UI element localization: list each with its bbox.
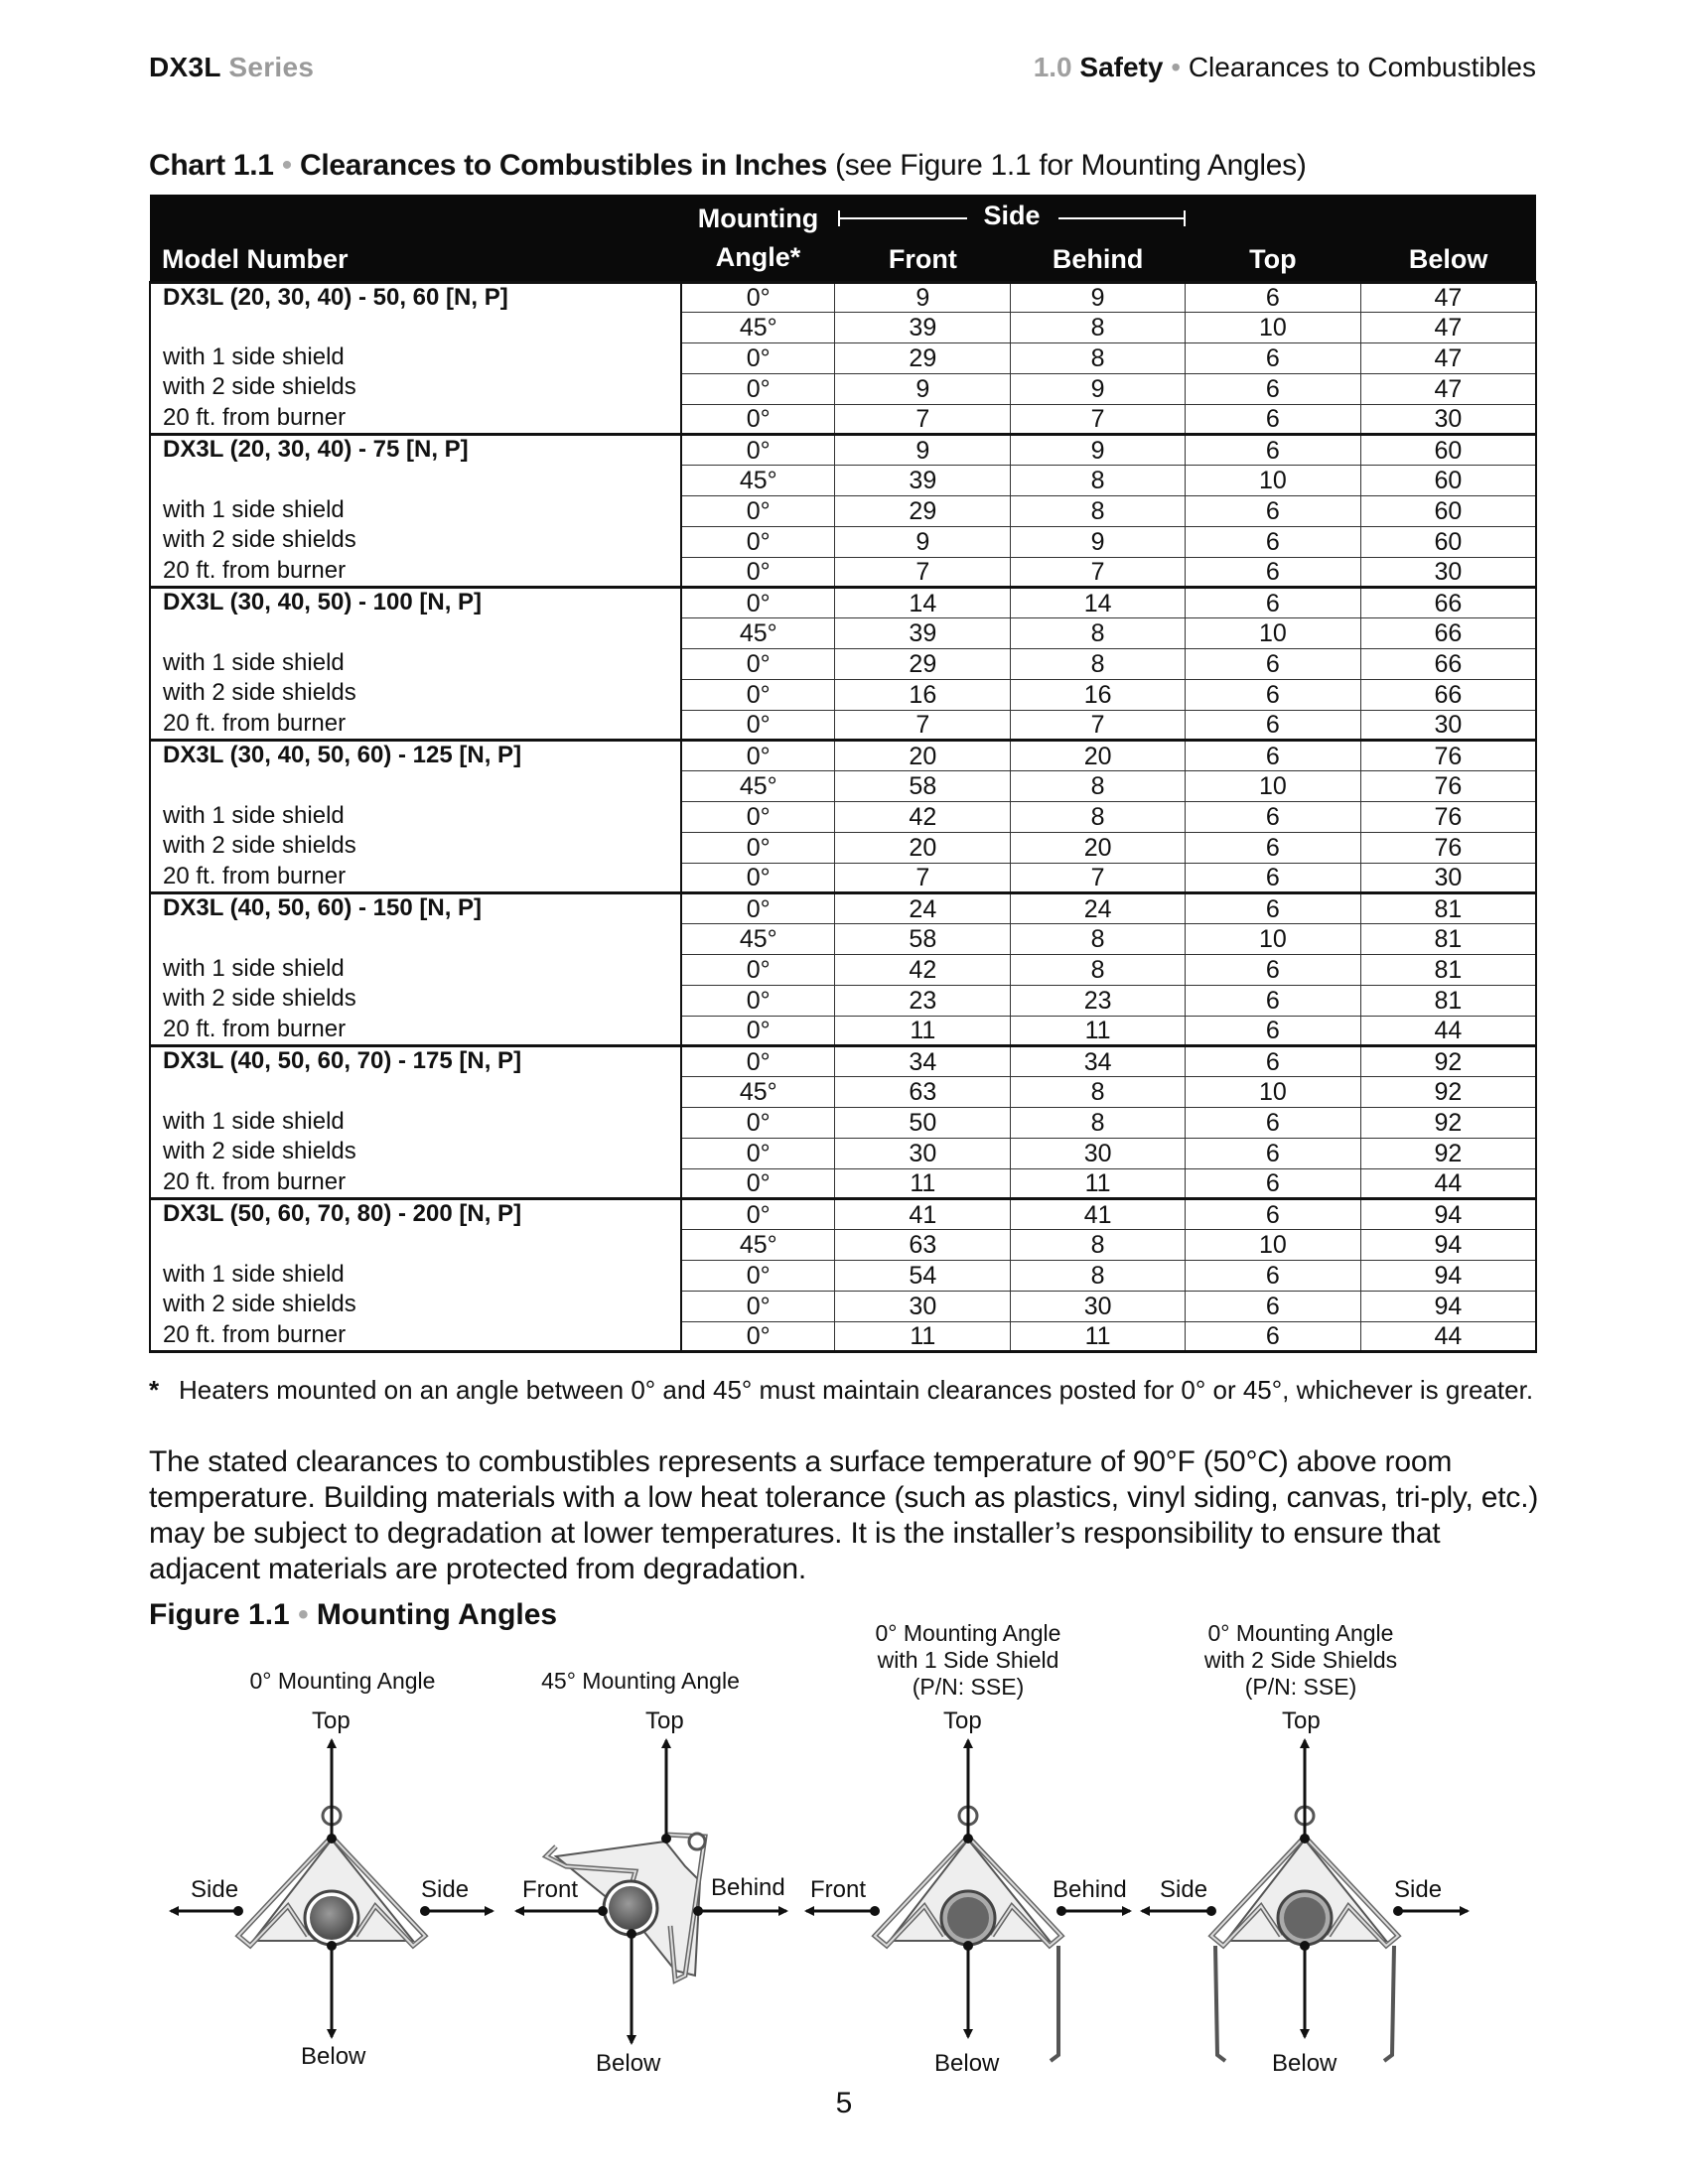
model-number-cell: DX3L (20, 30, 40) - 75 [N, P] [150, 435, 681, 466]
chart-label: Chart 1.1 [149, 149, 274, 182]
below-clearance-cell: 60 [1360, 526, 1536, 557]
mounting-angle-cell: 45° [681, 466, 835, 496]
below-clearance-cell: 66 [1360, 618, 1536, 649]
front-clearance-cell: 34 [835, 1046, 1011, 1077]
row-variant-label: 20 ft. from burner [150, 863, 681, 893]
below-clearance-cell: 44 [1360, 1016, 1536, 1046]
separator-dot: • [298, 1598, 309, 1631]
top-clearance-cell: 6 [1186, 1291, 1361, 1321]
caption-line: (P/N: SSE) [912, 1674, 1025, 1700]
section-number: 1.0 [1033, 52, 1072, 82]
mounting-angle-cell: 0° [681, 404, 835, 435]
figure-heading: Mounting Angles [316, 1598, 558, 1631]
front-clearance-cell: 29 [835, 343, 1011, 374]
model-number-cell: DX3L (20, 30, 40) - 50, 60 [N, P] [150, 282, 681, 313]
front-clearance-cell: 54 [835, 1261, 1011, 1292]
top-clearance-cell: 6 [1186, 1108, 1361, 1139]
panel1-top-label: Top [312, 1707, 351, 1734]
behind-clearance-cell: 14 [1011, 588, 1186, 618]
below-clearance-cell: 94 [1360, 1199, 1536, 1230]
below-clearance-cell: 66 [1360, 649, 1536, 680]
body-paragraph: The stated clearances to combustibles represents a surface temperature of 90°F (50°C) above room temperature. Building materials with a low heat tolerance (such as plastics, vinyl siding, canvas, tri-ply, etc.) may be subject to degradation at lower temperatures. It is the installer’s responsibility to ensure that adjacent materials are protected from degradation. [149, 1445, 1539, 1585]
below-clearance-cell: 94 [1360, 1291, 1536, 1321]
top-clearance-cell: 6 [1186, 741, 1361, 771]
behind-clearance-cell: 8 [1011, 955, 1186, 986]
behind-clearance-cell: 8 [1011, 466, 1186, 496]
behind-clearance-cell: 9 [1011, 435, 1186, 466]
row-variant-label: with 2 side shields [150, 832, 681, 863]
caption-line: with 1 Side Shield [877, 1647, 1059, 1673]
below-clearance-cell: 60 [1360, 496, 1536, 527]
series-label: Series [228, 52, 315, 82]
below-clearance-cell: 92 [1360, 1077, 1536, 1108]
behind-clearance-cell: 8 [1011, 343, 1186, 374]
model-number-cell: DX3L (50, 60, 70, 80) - 200 [N, P] [150, 1199, 681, 1230]
caption-line: 0° Mounting Angle [249, 1668, 436, 1694]
top-clearance-cell: 10 [1186, 466, 1361, 496]
top-clearance-cell: 6 [1186, 557, 1361, 588]
footnote-marker: * [149, 1375, 160, 1405]
mounting-angle-cell: 0° [681, 985, 835, 1016]
side-group-label: Side [983, 201, 1041, 230]
mounting-angle-cell: 45° [681, 924, 835, 955]
behind-clearance-cell: 8 [1011, 1261, 1186, 1292]
front-clearance-cell: 42 [835, 802, 1011, 833]
mounting-angle-cell: 0° [681, 496, 835, 527]
row-variant-label: 20 ft. from burner [150, 404, 681, 435]
top-clearance-cell: 6 [1186, 343, 1361, 374]
behind-clearance-cell: 9 [1011, 373, 1186, 404]
panel2-top-label: Top [645, 1707, 684, 1734]
behind-clearance-cell: 7 [1011, 404, 1186, 435]
below-clearance-cell: 47 [1360, 282, 1536, 313]
behind-clearance-cell: 20 [1011, 832, 1186, 863]
top-clearance-cell: 6 [1186, 588, 1361, 618]
front-clearance-cell: 7 [835, 404, 1011, 435]
footnote-text: Heaters mounted on an angle between 0° and 45° must maintain clearances posted for 0° or 45°, whichever is greater. [179, 1375, 1534, 1405]
mounting-angle-cell: 0° [681, 1108, 835, 1139]
behind-clearance-cell: 8 [1011, 924, 1186, 955]
behind-clearance-cell: 8 [1011, 618, 1186, 649]
panel1-right-label: Side [421, 1876, 470, 1903]
chart-note: (see Figure 1.1 for Mounting Angles) [835, 149, 1307, 182]
model-number-cell: DX3L (40, 50, 60) - 150 [N, P] [150, 893, 681, 924]
below-clearance-cell: 44 [1360, 1321, 1536, 1352]
panel3-top-label: Top [943, 1707, 982, 1734]
front-clearance-cell: 20 [835, 741, 1011, 771]
front-clearance-cell: 24 [835, 893, 1011, 924]
mounting-angle-cell: 0° [681, 282, 835, 313]
mounting-angle-cell: 0° [681, 1138, 835, 1168]
top-clearance-cell: 6 [1186, 832, 1361, 863]
front-clearance-cell: 7 [835, 863, 1011, 893]
front-clearance-cell: 7 [835, 557, 1011, 588]
panel2-left-label: Front [522, 1876, 579, 1903]
model-number-cell: DX3L (30, 40, 50, 60) - 125 [N, P] [150, 741, 681, 771]
top-clearance-cell: 6 [1186, 893, 1361, 924]
heater-1-shield-icon [806, 1740, 1130, 2061]
caption-line: 45° Mounting Angle [541, 1668, 740, 1694]
front-clearance-cell: 39 [835, 618, 1011, 649]
top-clearance-cell: 6 [1186, 1046, 1361, 1077]
below-clearance-cell: 60 [1360, 466, 1536, 496]
row-variant-label: with 2 side shields [150, 1138, 681, 1168]
below-clearance-cell: 76 [1360, 832, 1536, 863]
mounting-angle-cell: 45° [681, 771, 835, 802]
mounting-angle-cell: 0° [681, 1016, 835, 1046]
front-clearance-cell: 39 [835, 466, 1011, 496]
row-variant-label: 20 ft. from burner [150, 557, 681, 588]
mounting-angle-cell: 0° [681, 679, 835, 710]
front-clearance-cell: 20 [835, 832, 1011, 863]
row-variant-label: with 2 side shields [150, 679, 681, 710]
front-clearance-cell: 23 [835, 985, 1011, 1016]
behind-clearance-cell: 8 [1011, 802, 1186, 833]
header-front: Front [835, 195, 1011, 282]
mounting-angle-cell: 0° [681, 373, 835, 404]
below-clearance-cell: 94 [1360, 1261, 1536, 1292]
panel4-top-label: Top [1282, 1707, 1321, 1734]
front-clearance-cell: 9 [835, 435, 1011, 466]
front-clearance-cell: 29 [835, 496, 1011, 527]
behind-clearance-cell: 7 [1011, 863, 1186, 893]
panel3-right-label: Behind [1053, 1876, 1127, 1903]
top-clearance-cell: 10 [1186, 313, 1361, 343]
mounting-angle-cell: 0° [681, 649, 835, 680]
row-variant-label: 20 ft. from burner [150, 710, 681, 741]
mounting-angle-cell: 0° [681, 741, 835, 771]
mounting-angle-cell: 0° [681, 1168, 835, 1199]
top-clearance-cell: 6 [1186, 679, 1361, 710]
row-variant-label: with 2 side shields [150, 985, 681, 1016]
top-clearance-cell: 10 [1186, 1077, 1361, 1108]
below-clearance-cell: 81 [1360, 893, 1536, 924]
top-clearance-cell: 10 [1186, 1230, 1361, 1261]
top-clearance-cell: 6 [1186, 863, 1361, 893]
page-number: 5 [835, 2087, 853, 2119]
heater-2-shields-icon [1142, 1740, 1468, 2061]
below-clearance-cell: 30 [1360, 404, 1536, 435]
behind-clearance-cell: 7 [1011, 557, 1186, 588]
behind-clearance-cell: 24 [1011, 893, 1186, 924]
heater-45deg-icon [516, 1740, 786, 2043]
front-clearance-cell: 14 [835, 588, 1011, 618]
below-clearance-cell: 92 [1360, 1138, 1536, 1168]
front-clearance-cell: 39 [835, 313, 1011, 343]
mounting-angle-cell: 0° [681, 832, 835, 863]
below-clearance-cell: 81 [1360, 924, 1536, 955]
figure-label: Figure 1.1 [149, 1598, 290, 1631]
below-clearance-cell: 30 [1360, 557, 1536, 588]
caption-line: (P/N: SSE) [1244, 1674, 1357, 1700]
top-clearance-cell: 10 [1186, 924, 1361, 955]
mounting-angle-cell: 0° [681, 1046, 835, 1077]
top-clearance-cell: 6 [1186, 1199, 1361, 1230]
top-clearance-cell: 6 [1186, 710, 1361, 741]
behind-clearance-cell: 30 [1011, 1291, 1186, 1321]
behind-clearance-cell: 23 [1011, 985, 1186, 1016]
below-clearance-cell: 30 [1360, 710, 1536, 741]
top-clearance-cell: 6 [1186, 1138, 1361, 1168]
front-clearance-cell: 11 [835, 1321, 1011, 1352]
row-variant-label: with 2 side shields [150, 373, 681, 404]
top-clearance-cell: 6 [1186, 1321, 1361, 1352]
top-clearance-cell: 6 [1186, 955, 1361, 986]
behind-clearance-cell: 11 [1011, 1321, 1186, 1352]
behind-clearance-cell: 11 [1011, 1168, 1186, 1199]
below-clearance-cell: 60 [1360, 435, 1536, 466]
behind-clearance-cell: 7 [1011, 710, 1186, 741]
behind-clearance-cell: 8 [1011, 1077, 1186, 1108]
below-clearance-cell: 47 [1360, 343, 1536, 374]
separator-dot: • [1171, 52, 1182, 82]
row-variant-label: with 1 side shield [150, 343, 681, 374]
below-clearance-cell: 30 [1360, 863, 1536, 893]
header-angle-line2: Angle* [715, 241, 801, 272]
chart-heading: Clearances to Combustibles in Inches [299, 149, 828, 182]
front-clearance-cell: 30 [835, 1291, 1011, 1321]
below-clearance-cell: 81 [1360, 985, 1536, 1016]
front-clearance-cell: 58 [835, 771, 1011, 802]
behind-clearance-cell: 16 [1011, 679, 1186, 710]
mounting-angle-cell: 0° [681, 1291, 835, 1321]
row-variant-label: with 1 side shield [150, 496, 681, 527]
top-clearance-cell: 6 [1186, 404, 1361, 435]
behind-clearance-cell: 41 [1011, 1199, 1186, 1230]
front-clearance-cell: 11 [835, 1016, 1011, 1046]
caption-line: 0° Mounting Angle [1207, 1620, 1394, 1646]
front-clearance-cell: 11 [835, 1168, 1011, 1199]
mounting-angle-cell: 0° [681, 893, 835, 924]
front-clearance-cell: 7 [835, 710, 1011, 741]
behind-clearance-cell: 34 [1011, 1046, 1186, 1077]
top-clearance-cell: 6 [1186, 1261, 1361, 1292]
below-clearance-cell: 81 [1360, 955, 1536, 986]
behind-clearance-cell: 11 [1011, 1016, 1186, 1046]
behind-clearance-cell: 8 [1011, 771, 1186, 802]
front-clearance-cell: 16 [835, 679, 1011, 710]
behind-clearance-cell: 9 [1011, 526, 1186, 557]
behind-clearance-cell: 8 [1011, 313, 1186, 343]
model-number-cell: DX3L (40, 50, 60, 70) - 175 [N, P] [150, 1046, 681, 1077]
below-clearance-cell: 47 [1360, 313, 1536, 343]
header-angle-line1: Mounting [697, 203, 819, 233]
row-variant-label: 20 ft. from burner [150, 1016, 681, 1046]
top-clearance-cell: 10 [1186, 771, 1361, 802]
mounting-angle-cell: 45° [681, 1230, 835, 1261]
panel3-below-label: Below [934, 2050, 1000, 2077]
top-clearance-cell: 6 [1186, 526, 1361, 557]
below-clearance-cell: 76 [1360, 802, 1536, 833]
top-clearance-cell: 6 [1186, 1168, 1361, 1199]
header-below: Below [1360, 195, 1536, 282]
header-model-number: Model Number [150, 195, 681, 282]
front-clearance-cell: 9 [835, 526, 1011, 557]
below-clearance-cell: 44 [1360, 1168, 1536, 1199]
panel4-left-label: Side [1160, 1876, 1208, 1903]
behind-clearance-cell: 8 [1011, 1108, 1186, 1139]
front-clearance-cell: 42 [835, 955, 1011, 986]
row-variant-label: with 2 side shields [150, 526, 681, 557]
top-clearance-cell: 6 [1186, 985, 1361, 1016]
mounting-angle-cell: 45° [681, 1077, 835, 1108]
below-clearance-cell: 94 [1360, 1230, 1536, 1261]
row-variant-label: 20 ft. from burner [150, 1321, 681, 1352]
top-clearance-cell: 6 [1186, 1016, 1361, 1046]
below-clearance-cell: 47 [1360, 373, 1536, 404]
row-variant-label: with 1 side shield [150, 1108, 681, 1139]
behind-clearance-cell: 20 [1011, 741, 1186, 771]
panel2-below-label: Below [596, 2050, 661, 2077]
below-clearance-cell: 92 [1360, 1046, 1536, 1077]
brand-name: DX3L [149, 52, 221, 82]
row-variant-label: with 1 side shield [150, 649, 681, 680]
row-variant-label: with 1 side shield [150, 955, 681, 986]
section-name: Safety [1079, 52, 1164, 82]
front-clearance-cell: 30 [835, 1138, 1011, 1168]
mounting-angle-cell: 0° [681, 526, 835, 557]
row-variant-label: with 2 side shields [150, 1291, 681, 1321]
top-clearance-cell: 6 [1186, 496, 1361, 527]
below-clearance-cell: 92 [1360, 1108, 1536, 1139]
row-variant-label: with 1 side shield [150, 1261, 681, 1292]
mounting-angle-cell: 0° [681, 1321, 835, 1352]
caption-line: with 2 Side Shields [1203, 1647, 1398, 1673]
mounting-angle-cell: 0° [681, 588, 835, 618]
behind-clearance-cell: 30 [1011, 1138, 1186, 1168]
panel1-below-label: Below [301, 2043, 366, 2070]
panel2-right-label: Behind [711, 1874, 785, 1901]
mounting-angle-cell: 0° [681, 1199, 835, 1230]
front-clearance-cell: 9 [835, 373, 1011, 404]
mounting-angle-cell: 0° [681, 1261, 835, 1292]
mounting-angle-cell: 0° [681, 955, 835, 986]
mounting-angle-cell: 0° [681, 863, 835, 893]
mounting-angle-cell: 45° [681, 313, 835, 343]
below-clearance-cell: 76 [1360, 741, 1536, 771]
caption-line: 0° Mounting Angle [875, 1620, 1061, 1646]
top-clearance-cell: 6 [1186, 373, 1361, 404]
top-clearance-cell: 10 [1186, 618, 1361, 649]
mounting-angle-cell: 45° [681, 618, 835, 649]
panel4-right-label: Side [1394, 1876, 1443, 1903]
top-clearance-cell: 6 [1186, 649, 1361, 680]
panel4-below-label: Below [1272, 2050, 1337, 2077]
mounting-angle-cell: 0° [681, 710, 835, 741]
behind-clearance-cell: 8 [1011, 649, 1186, 680]
front-clearance-cell: 63 [835, 1230, 1011, 1261]
separator-dot: • [281, 149, 292, 182]
mounting-angle-cell: 0° [681, 343, 835, 374]
front-clearance-cell: 9 [835, 282, 1011, 313]
section-topic: Clearances to Combustibles [1188, 52, 1536, 82]
behind-clearance-cell: 8 [1011, 496, 1186, 527]
below-clearance-cell: 66 [1360, 588, 1536, 618]
front-clearance-cell: 41 [835, 1199, 1011, 1230]
front-clearance-cell: 50 [835, 1108, 1011, 1139]
mounting-angle-cell: 0° [681, 557, 835, 588]
mounting-angle-cell: 0° [681, 802, 835, 833]
panel3-left-label: Front [810, 1876, 867, 1903]
top-clearance-cell: 6 [1186, 282, 1361, 313]
header-top: Top [1186, 195, 1361, 282]
heater-0deg-icon [171, 1740, 492, 2037]
behind-clearance-cell: 9 [1011, 282, 1186, 313]
row-variant-label: 20 ft. from burner [150, 1168, 681, 1199]
behind-clearance-cell: 8 [1011, 1230, 1186, 1261]
top-clearance-cell: 6 [1186, 435, 1361, 466]
front-clearance-cell: 58 [835, 924, 1011, 955]
below-clearance-cell: 76 [1360, 771, 1536, 802]
header-behind: Behind [1011, 195, 1186, 282]
front-clearance-cell: 29 [835, 649, 1011, 680]
mounting-angle-cell: 0° [681, 435, 835, 466]
panel1-left-label: Side [191, 1876, 239, 1903]
front-clearance-cell: 63 [835, 1077, 1011, 1108]
model-number-cell: DX3L (30, 40, 50) - 100 [N, P] [150, 588, 681, 618]
below-clearance-cell: 66 [1360, 679, 1536, 710]
top-clearance-cell: 6 [1186, 802, 1361, 833]
row-variant-label: with 1 side shield [150, 802, 681, 833]
